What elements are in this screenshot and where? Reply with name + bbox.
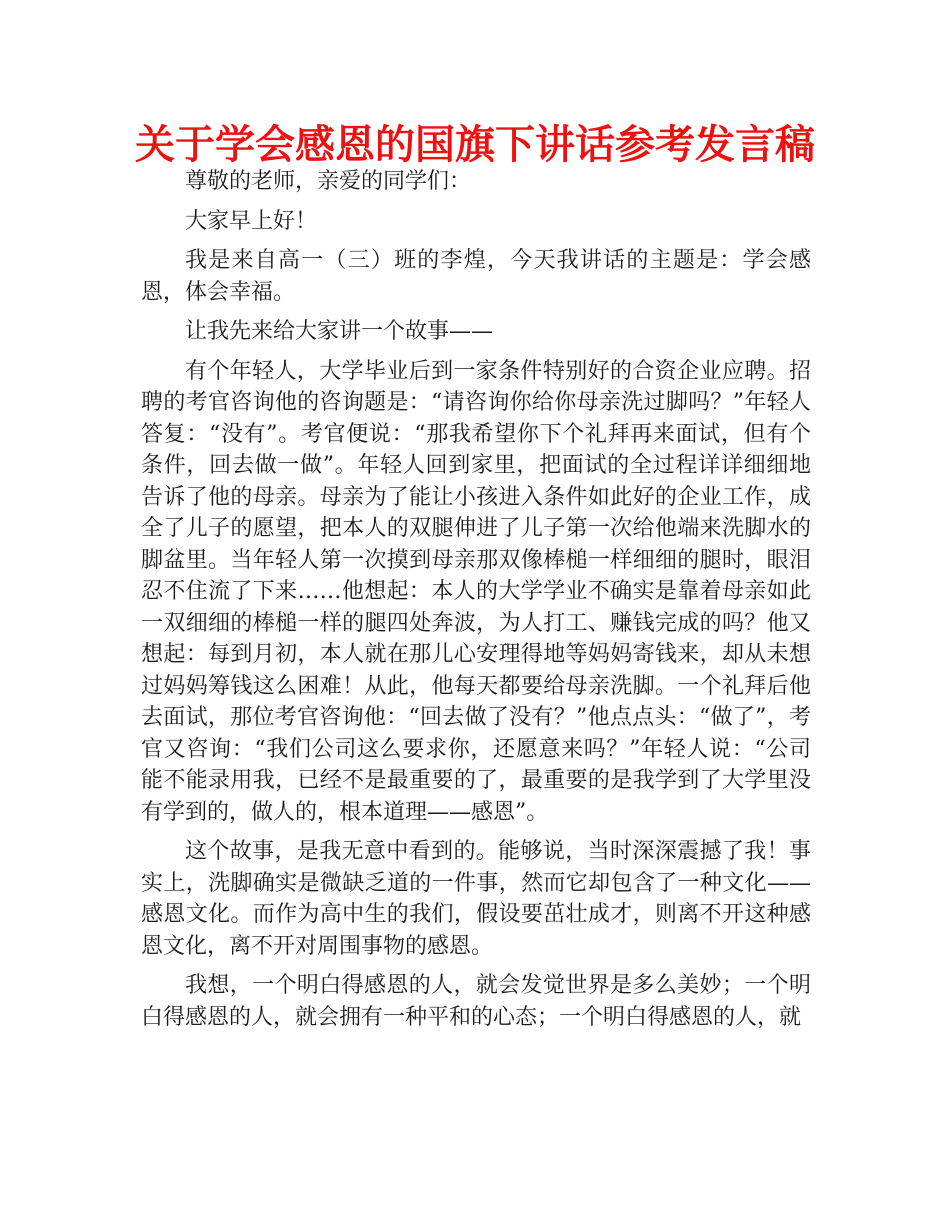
paragraph-greeting: 大家早上好！ — [185, 208, 318, 234]
paragraph-story-lead: 让我先来给大家讲一个故事—— — [185, 319, 494, 344]
document-body — [141, 166, 811, 1041]
paragraph-story: 有个年轻人，大学毕业后到一家条件特别好的合资企业应聘。招聘的考官咨询他的咨询题是：“请咨询你给你母亲洗过脚吗？”年轻人答复：“没有”。考官便说：“那我希望你下个礼拜再来面试，但有个条件，回去做一做”。年轻人回到家里，把面试的全过程详详细细地告诉了他的母亲。母亲为了能让小孩进入条件如此好的企业工作，成全了儿子的愿望，把本人的双腿伸进了儿子第一次给他端来洗脚水的脚盆里。当年轻人第一次摸到母亲那双像棒槌一样细细的腿时，眼泪忍不住流了下来……他想起：本人的大学学业不确实是靠着母亲如此一双细细的棒槌一样的腿四处奔波，为人打工、赚钱完成的吗？他又想起：每到月初，本人就在那儿心安理得地等妈妈寄钱来，却从未想过妈妈筹钱这么困难！从此，他每天都要给母亲洗脚。一个礼拜后他去面试，那位考官咨询他：“回去做了没有？”他点点头：“做了”，考官又咨询：“我们公司这么要求你，还愿意来吗？”年轻人说：“公司能不能录用我，已经不是最重要的了，最重要的是我学到了大学里没有学到的，做人的，根本道理——感恩”。 — [141, 358, 811, 825]
paragraph-introduction: 我是来自高一（三）班的李煌，今天我讲话的主题是：学会感恩，体会幸福。 — [141, 248, 811, 305]
paragraph-salutation: 尊敬的老师，亲爱的同学们： — [185, 169, 472, 194]
paragraph-reflection: 这个故事，是我无意中看到的。能够说，当时深深震撼了我！事实上，洗脚确实是微缺乏道的一件事，然而它却包含了一种文化——感恩文化。而作为高中生的我们，假设要茁壮成才，则离不开这种感恩文化，离不开对周围事物的感恩。 — [141, 839, 811, 959]
paragraph-conclusion: 我想，一个明白得感恩的人，就会发觉世界是多么美妙；一个明白得感恩的人，就会拥有一种平和的心态；一个明白得感恩的人，就 — [141, 973, 811, 1030]
page-title: 关于学会感恩的国旗下讲话参考发言稿 — [135, 122, 815, 168]
